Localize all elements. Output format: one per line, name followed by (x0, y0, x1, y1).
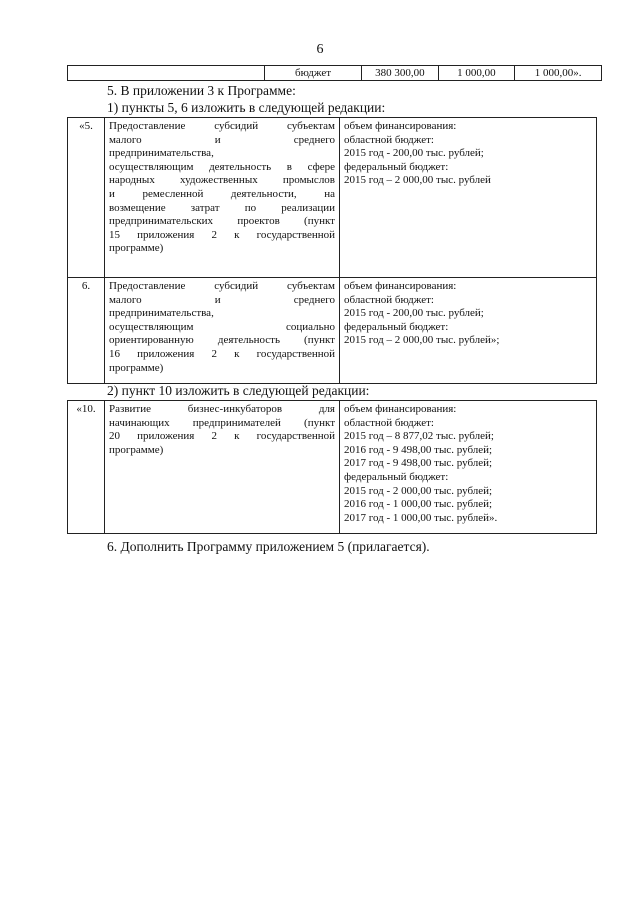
funding-line: объем финансирования: (344, 280, 457, 292)
description-line: предпринимательских проектов (пункт (109, 215, 335, 228)
description-line: ориентированную деятельность (пункт (109, 334, 335, 347)
program-table-item-10 (67, 400, 597, 534)
funding-line: 2015 год - 200,00 тыс. рублей; (344, 307, 484, 320)
funding-line: федеральный бюджет: (344, 160, 449, 173)
description-line: программе) (109, 361, 164, 374)
funding-line: объем финансирования: (344, 120, 457, 132)
funding-line: областной бюджет: (344, 133, 434, 146)
item-description-cell (105, 278, 340, 384)
table-row (68, 401, 597, 534)
funding-line: федеральный бюджет: (344, 320, 449, 333)
description-line: и ремесленной деятельности, на (109, 187, 335, 200)
funding-cell (340, 278, 597, 384)
page-number: 6 (316, 42, 324, 57)
sub1-heading: 1) пункты 5, 6 изложить в следующей редакции: (107, 100, 386, 115)
sub2-heading: 2) пункт 10 изложить в следующей редакции: (107, 383, 370, 398)
description-line: Предоставление субсидий субъектам (109, 120, 335, 132)
item-number-cell: 6. (68, 278, 105, 384)
item-description-cell (105, 401, 340, 534)
funding-line: федеральный бюджет: (344, 470, 449, 483)
description-line: Предоставление субсидий субъектам (109, 280, 335, 292)
description-line: предпринимательства, (109, 307, 214, 320)
table-row (68, 278, 597, 384)
item-number-cell: «5. (68, 118, 105, 278)
description-line: осуществляющим социально (109, 320, 335, 333)
description-line: 16 приложения 2 к государственной (109, 347, 335, 360)
funding-line: 2016 год - 1 000,00 тыс. рублей; (344, 498, 493, 511)
description-line: Развитие бизнес-инкубаторов для (109, 403, 335, 415)
item5-heading: 5. В приложении 3 к Программе: (107, 83, 296, 98)
program-table-items-5-6 (67, 117, 597, 384)
funding-line: 2016 год - 9 498,00 тыс. рублей; (344, 443, 493, 456)
item6-heading: 6. Дополнить Программу приложением 5 (прилагается). (107, 539, 430, 554)
description-line: осуществляющим деятельность в сфере (109, 160, 335, 173)
budget-label-cell: бюджет (265, 66, 362, 81)
description-line: программе) (109, 443, 164, 456)
description-line: 15 приложения 2 к государственной (109, 228, 335, 241)
funding-line: 2015 год – 2 000,00 тыс. рублей»; (344, 334, 500, 347)
funding-line: 2015 год – 8 877,02 тыс. рублей; (344, 430, 494, 443)
description-line: программе) (109, 242, 164, 255)
empty-cell (68, 66, 265, 81)
funding-line: областной бюджет: (344, 416, 434, 429)
funding-line: 2017 год - 9 498,00 тыс. рублей; (344, 457, 493, 470)
description-line: 20 приложения 2 к государственной (109, 430, 335, 443)
description-line: возмещение затрат по реализации (109, 201, 335, 214)
description-line: начинающих предпринимателей (пункт (109, 416, 335, 429)
table-row (68, 118, 597, 278)
budget-value-cell: 1 000,00». (515, 66, 602, 81)
funding-line: объем финансирования: (344, 403, 457, 415)
budget-value-cell: 1 000,00 (438, 66, 515, 81)
budget-total-cell: 380 300,00 (362, 66, 439, 81)
funding-line: 2017 год - 1 000,00 тыс. рублей». (344, 511, 498, 524)
funding-line: 2015 год - 2 000,00 тыс. рублей; (344, 484, 493, 497)
funding-line: 2015 год – 2 000,00 тыс. рублей (344, 174, 491, 187)
funding-cell (340, 401, 597, 534)
budget-summary-row (67, 65, 602, 81)
item-description-cell (105, 118, 340, 278)
funding-line: областной бюджет: (344, 293, 434, 306)
description-line: малого и среднего (109, 133, 335, 146)
table-row (68, 66, 602, 81)
funding-cell (340, 118, 597, 278)
funding-line: 2015 год - 200,00 тыс. рублей; (344, 147, 484, 160)
description-line: предпринимательства, (109, 147, 214, 160)
item-number-cell: «10. (68, 401, 105, 534)
description-line: малого и среднего (109, 293, 335, 306)
description-line: народных художественных промыслов (109, 174, 335, 187)
